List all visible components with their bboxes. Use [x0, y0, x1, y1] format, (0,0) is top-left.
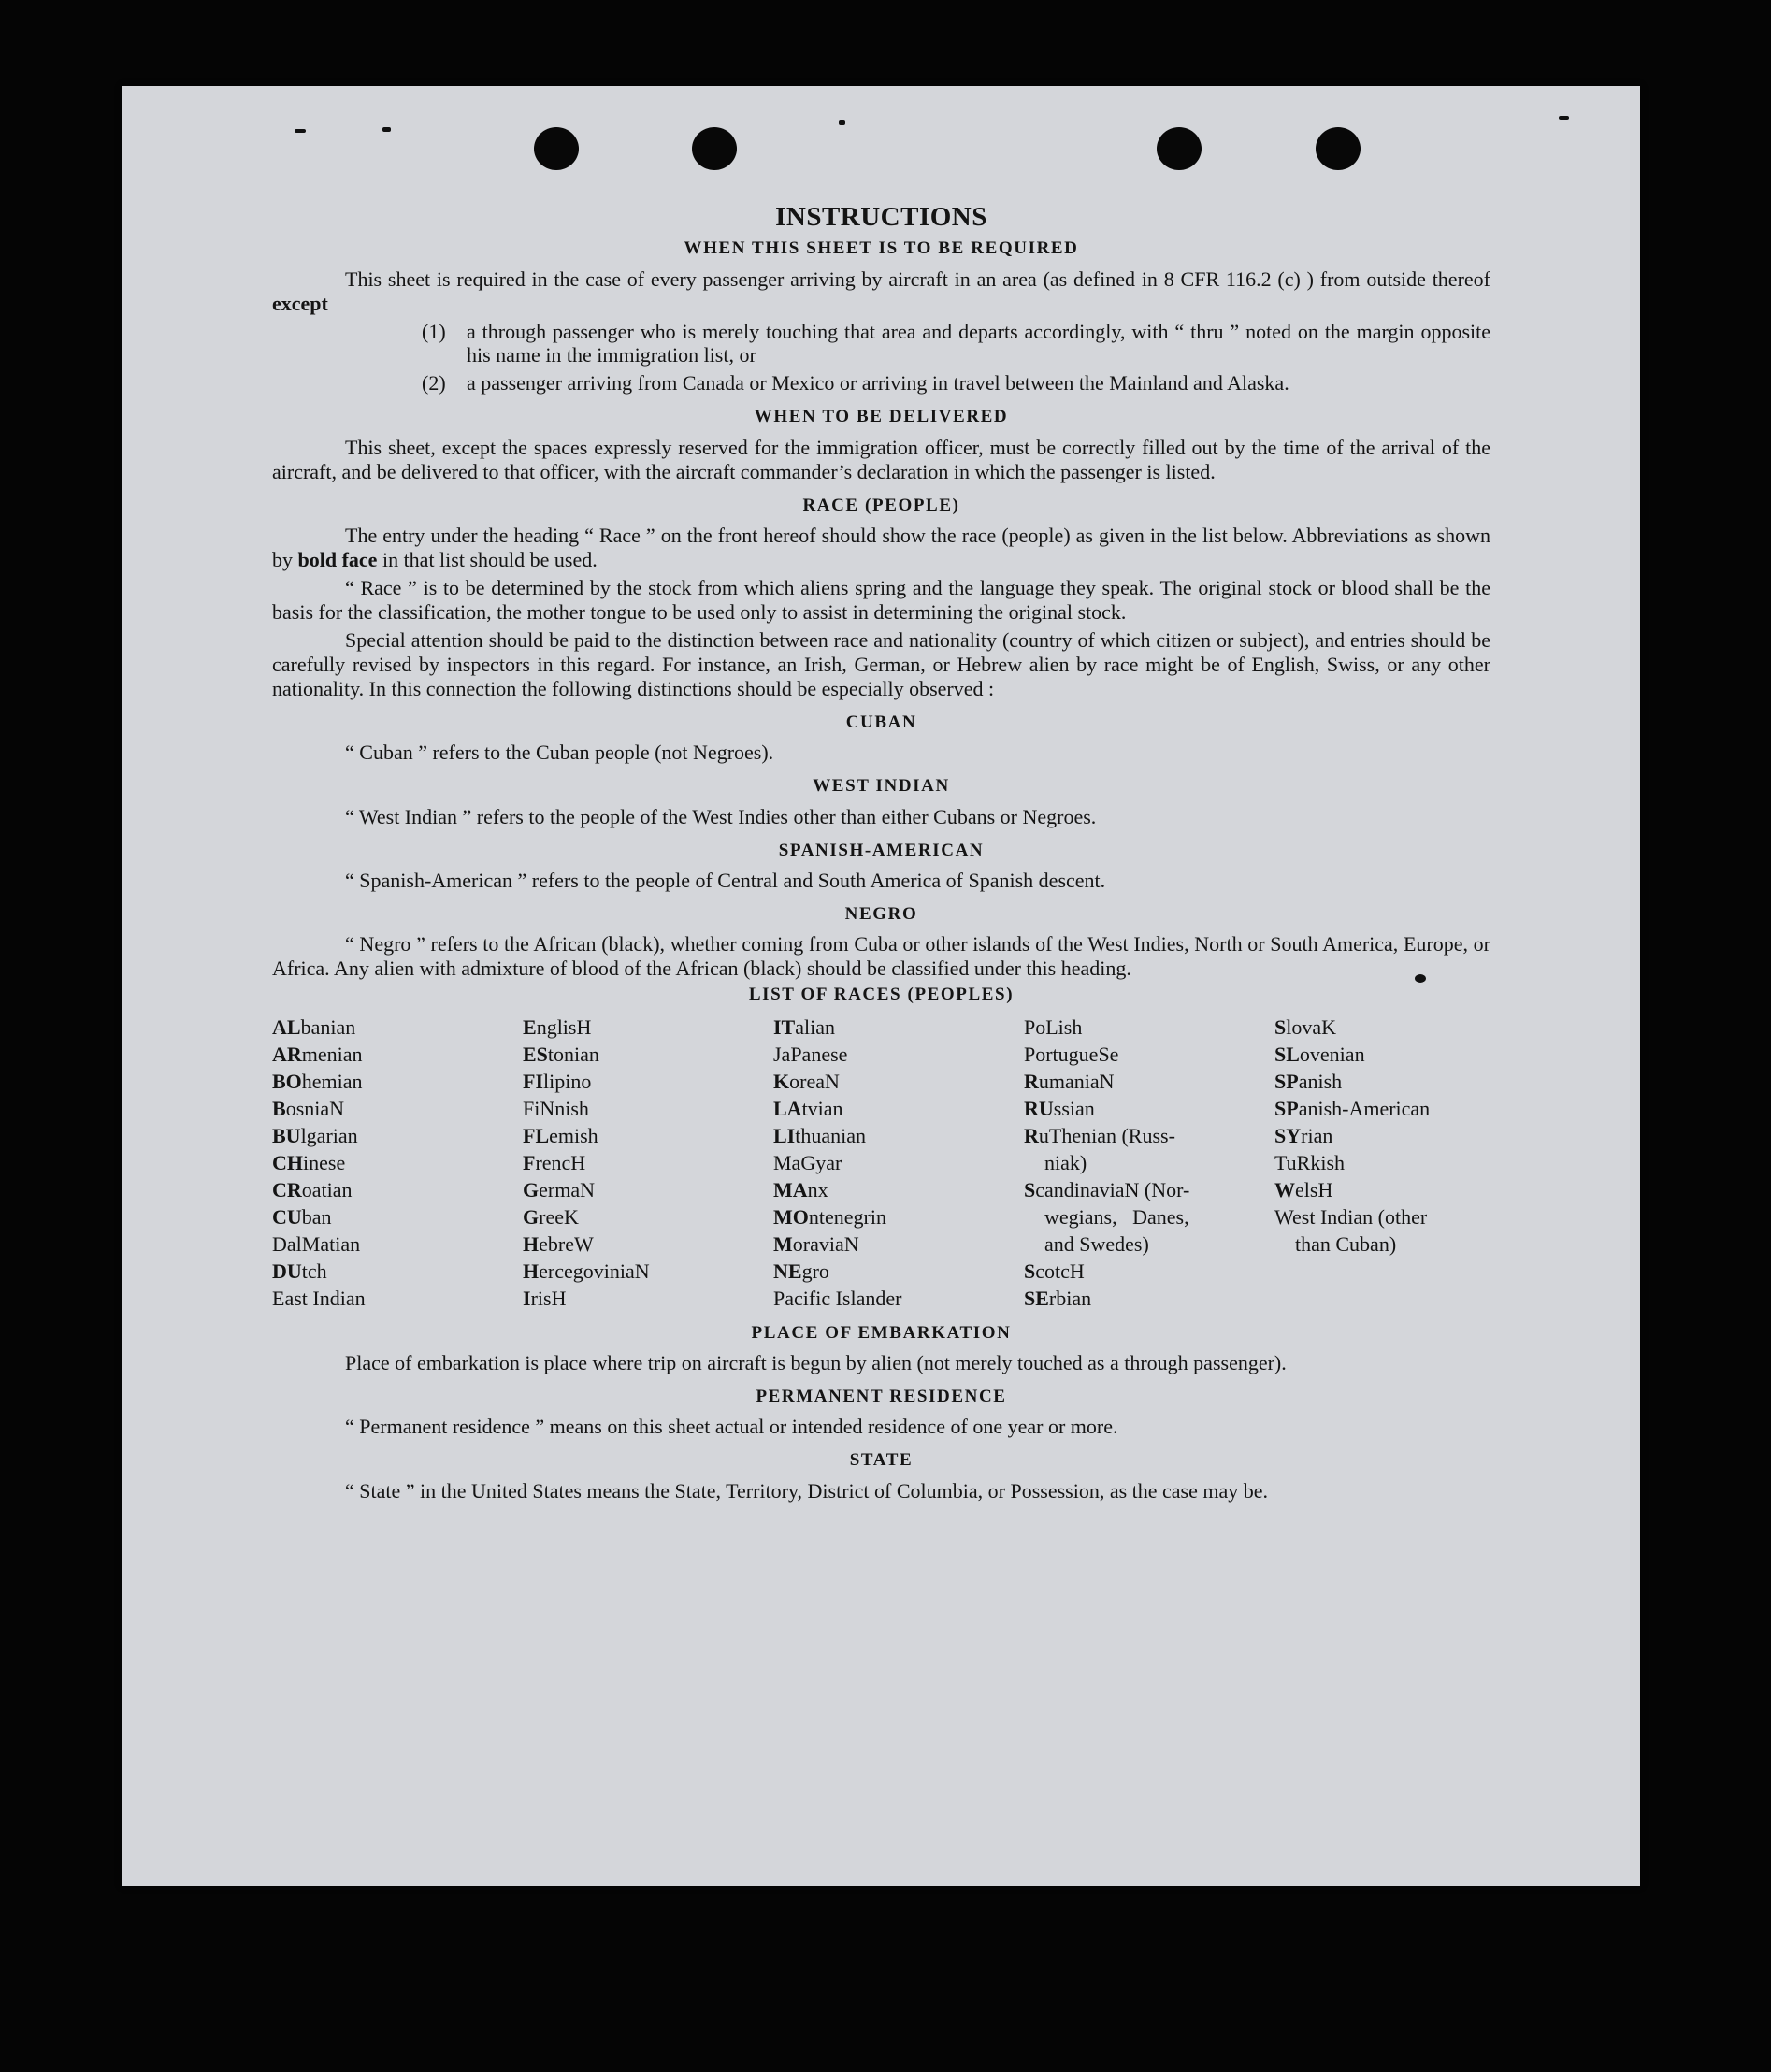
punch-hole [1316, 127, 1361, 170]
list-item: (2) a passenger arriving from Canada or Mexico or arriving in travel between the Mainland and Alaska. [422, 371, 1289, 396]
race-entry: SPanish-American [1274, 1096, 1431, 1120]
race-entry: SErbian [1024, 1286, 1092, 1310]
scan-speck [382, 127, 391, 132]
race-entry: KoreaN [773, 1069, 840, 1093]
state-text: “ State ” in the United States means the State, Territory, District of Columbia, or Possession, as the case may be. [345, 1478, 1269, 1503]
race-entry: FrencH [523, 1150, 586, 1174]
negro-text: “ Negro ” refers to the African (black), whether coming from Cuba or other islands of the West Indies, North or South America, Europe, or Africa. Any alien with admixture of blood of the African (black) should be classified under this heading. [272, 932, 1490, 981]
section-heading-state: STATE [849, 1450, 914, 1471]
section-heading-when-required: WHEN THIS SHEET IS TO BE REQUIRED [684, 238, 1079, 259]
race-entry: ScandinaviaN (Nor- [1024, 1177, 1190, 1201]
race-entry: MAnx [773, 1177, 828, 1201]
race-entry: SLovenian [1274, 1042, 1365, 1066]
race-entry: SlovaK [1274, 1014, 1337, 1039]
races-column [1024, 1014, 1274, 1312]
race-entry: SPanish [1274, 1069, 1343, 1093]
section-heading-negro: NEGRO [844, 903, 918, 924]
race-entry: FiNnish [523, 1096, 589, 1120]
west-indian-text: “ West Indian ” refers to the people of the West Indies other than either Cubans or Negroes. [345, 804, 1097, 828]
race-entry: SYrian [1274, 1123, 1333, 1147]
race-paragraph-3: Special attention should be paid to the distinction between race and nationality (country of which citizen or subject), and entries should be carefully revised by inspectors in this regard. For instance, an Irish, German, or Hebrew alien by race might be of English, Swiss, or any other nationality. In this connection the following distinctions should be especially observed : [272, 627, 1490, 700]
scan-speck [839, 120, 845, 125]
section-heading-when-delivered: WHEN TO BE DELIVERED [754, 407, 1009, 427]
section-heading-race: RACE (PEOPLE) [802, 495, 960, 515]
race-entry: MaGyar [773, 1150, 842, 1174]
scan-speck [1559, 116, 1569, 120]
race-entry: LAtvian [773, 1096, 843, 1120]
race-entry: CUban [272, 1204, 332, 1229]
section-heading-residence: PERMANENT RESIDENCE [756, 1386, 1007, 1406]
cuban-text: “ Cuban ” refers to the Cuban people (not Negroes). [345, 741, 774, 765]
punch-hole [1157, 127, 1202, 170]
page-title: INSTRUCTIONS [775, 202, 987, 232]
race-entry: EnglisH [523, 1014, 592, 1039]
race-entry: RUssian [1024, 1096, 1095, 1120]
race-entry: GermaN [523, 1177, 595, 1201]
race-paragraph-2: “ Race ” is to be determined by the stock from which aliens spring and the language they speak. The original stock or blood shall be the basis for the classification, the mother tongue to be used only to assist in determining the original stock. [272, 576, 1490, 624]
embarkation-text: Place of embarkation is place where trip on aircraft is begun by alien (not merely touched as a through passenger). [345, 1350, 1287, 1374]
race-entry: and Swedes) [1024, 1231, 1149, 1256]
race-entry: HercegoviniaN [523, 1259, 650, 1283]
races-column [773, 1014, 1024, 1312]
race-entry: PoLish [1024, 1014, 1083, 1039]
punch-hole [692, 127, 737, 170]
punch-hole [534, 127, 579, 170]
race-entry: West Indian (other [1274, 1204, 1428, 1229]
races-column [523, 1014, 773, 1312]
race-entry: WelsH [1274, 1177, 1333, 1201]
document-page [122, 86, 1640, 1886]
scan-speck [295, 129, 306, 133]
when-required-intro: This sheet is required in the case of every passenger arriving by aircraft in an area (as defined in 8 CFR 116.2 (c) ) from outside thereof except [272, 266, 1490, 315]
race-entry: TuRkish [1274, 1150, 1346, 1174]
race-entry: than Cuban) [1274, 1231, 1397, 1256]
race-entry: RuThenian (Russ- [1024, 1123, 1175, 1147]
race-entry: ARmenian [272, 1042, 363, 1066]
instructions-content [272, 201, 1490, 1507]
race-entry: DUtch [272, 1259, 327, 1283]
race-entry: NEgro [773, 1259, 829, 1283]
race-entry: FLemish [523, 1123, 598, 1147]
race-entry: RumaniaN [1024, 1069, 1115, 1093]
section-heading-spanish-american: SPANISH-AMERICAN [778, 840, 985, 860]
race-entry: MoraviaN [773, 1231, 859, 1256]
race-entry: DalMatian [272, 1231, 361, 1256]
race-entry: GreeK [523, 1204, 579, 1229]
list-item: (1) a through passenger who is merely touching that area and departs accordingly, with “ thru ” noted on the margin opposite his name in the immigration list, or [422, 319, 1490, 367]
race-entry: wegians, Danes, [1024, 1204, 1189, 1229]
section-heading-west-indian: WEST INDIAN [813, 776, 950, 797]
spanish-american-text: “ Spanish-American ” refers to the people of Central and South America of Spanish descent. [345, 868, 1106, 892]
residence-text: “ Permanent residence ” means on this sheet actual or intended residence of one year or more. [345, 1415, 1118, 1439]
races-list [272, 1014, 1490, 1312]
section-heading-list-of-races: LIST OF RACES (PEOPLES) [748, 985, 1015, 1005]
race-entry: East Indian [272, 1286, 366, 1310]
race-entry: CHinese [272, 1150, 346, 1174]
race-entry: LIthuanian [773, 1123, 867, 1147]
race-entry: PortugueSe [1024, 1042, 1119, 1066]
race-entry: BosniaN [272, 1096, 345, 1120]
race-entry: BOhemian [272, 1069, 363, 1093]
race-entry: ALbanian [272, 1014, 356, 1039]
races-column [272, 1014, 523, 1312]
race-entry: MOntenegrin [773, 1204, 886, 1229]
race-entry: ScotcH [1024, 1259, 1085, 1283]
race-entry: HebreW [523, 1231, 594, 1256]
race-entry: ITalian [773, 1014, 836, 1039]
section-heading-embarkation: PLACE OF EMBARKATION [751, 1322, 1012, 1343]
race-entry: FIlipino [523, 1069, 592, 1093]
race-entry: IrisH [523, 1286, 567, 1310]
race-entry: JaPanese [773, 1042, 848, 1066]
race-entry: CRoatian [272, 1177, 353, 1201]
race-entry: Pacific Islander [773, 1286, 902, 1310]
race-paragraph-1: The entry under the heading “ Race ” on the front hereof should show the race (people) as given in the list below. Abbreviations as shown by bold face in that list should be used. [272, 524, 1490, 572]
races-column [1274, 1014, 1490, 1312]
race-entry: BUlgarian [272, 1123, 358, 1147]
race-entry: niak) [1024, 1150, 1087, 1174]
when-delivered-text: This sheet, except the spaces expressly reserved for the immigration officer, must be correctly filled out by the time of the arrival of the aircraft, and be delivered to that officer, with the aircraft commander’s declaration in which the passenger is listed. [272, 435, 1490, 483]
race-entry: EStonian [523, 1042, 599, 1066]
section-heading-cuban: CUBAN [845, 712, 917, 732]
